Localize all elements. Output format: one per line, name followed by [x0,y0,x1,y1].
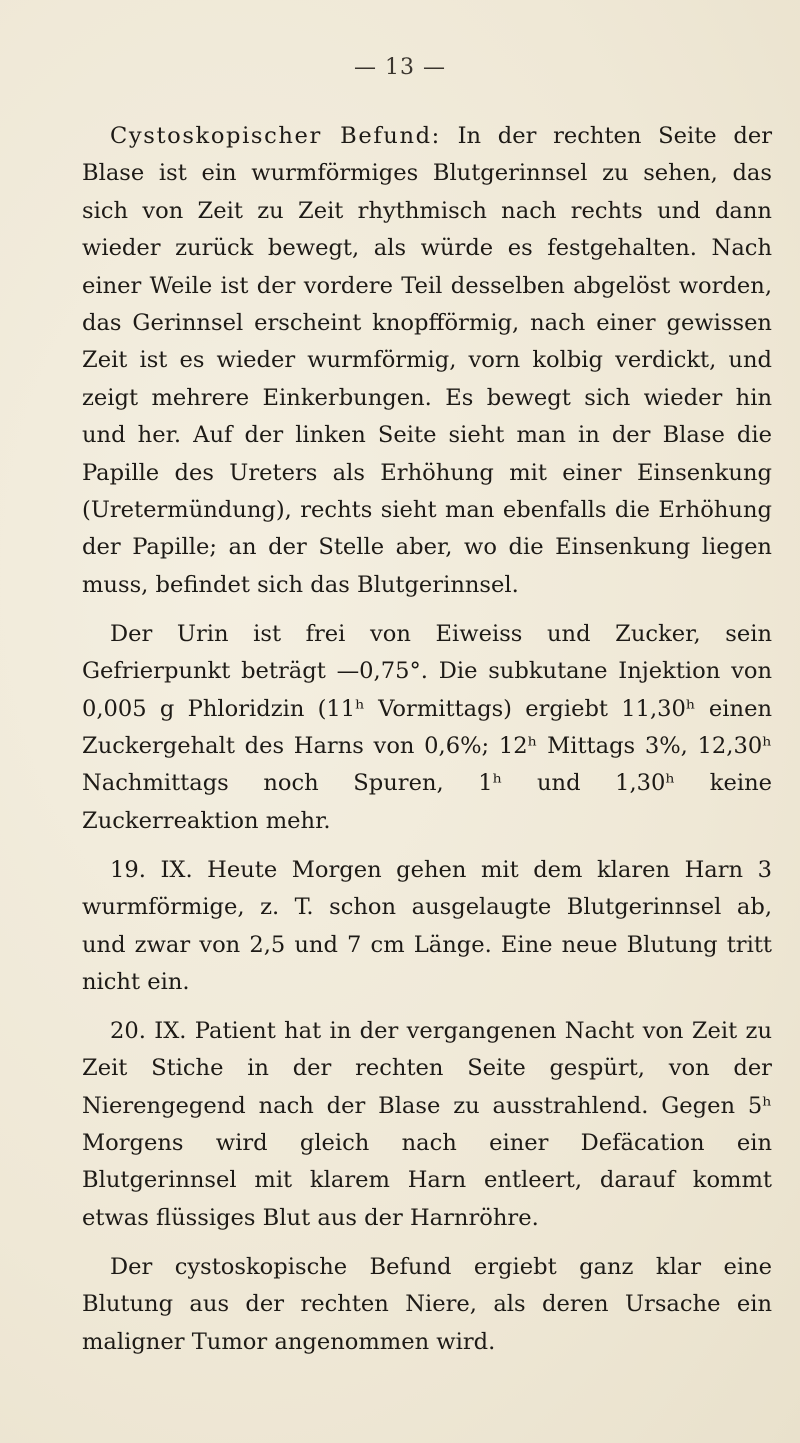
page-body [82,118,772,1361]
paragraph-conclusion [82,1249,772,1361]
paragraph-text: 19. IX. Heute Morgen gehen mit dem klaren Harn 3 wurmförmige, z. T. schon ausgelaugte Blutgerinnsel ab, und zwar von 2,5 und 7 cm Länge. Eine neue Blutung tritt nicht ein. [82,856,772,995]
paragraph-befund [82,118,772,604]
paragraph-text: In der rechten Seite der Blase ist ein wurmförmiges Blutgerinnsel zu sehen, das sich von Zeit zu Zeit rhythmisch nach rechts und dann wieder zurück bewegt, als würde es festgehalten. Nach einer Weile ist der vordere Teil desselben abgelöst worden, das Gerinnsel erscheint knopfförmig, nach einer gewissen Zeit ist es wieder wurmförmig, vorn kolbig verdickt, und zeigt mehrere Einkerbungen. Es bewegt sich wieder hin und her. Auf der linken Seite sieht man in der Blase die Papille des Ureters als Erhöhung mit einer Einsenkung (Uretermündung), rechts sieht man ebenfalls die Erhöhung der Papille; an der Stelle aber, wo die Einsenkung liegen muss, befindet sich das Blutgerinnsel. [82,123,773,598]
paragraph-text: 20. IX. Patient hat in der vergangenen Nacht von Zeit zu Zeit Stiche in der rechten Seite gespürt, von der Nierengegend nach der Blase zu ausstrahlend. Gegen 5ʰ Morgens wird gleich nach einer Defäcation ein Blutgerinnsel mit klarem Harn entleert, darauf kommt etwas flüssiges Blut aus der Harnröhre. [82,1017,772,1231]
paragraph-20-ix [82,1013,772,1237]
paragraph-lead: Cystoskopischer Befund: [110,123,441,149]
paragraph-text: Der Urin ist frei von Eiweiss und Zucker, sein Gefrierpunkt beträgt —0,75°. Die subkutane Injektion von 0,005 g Phloridzin (11ʰ Vormittags) ergiebt 11,30ʰ einen Zuckergehalt des Harns von 0,6%; 12ʰ Mittags 3%, 12,30ʰ Nachmittags noch Spuren, 1ʰ und 1,30ʰ keine Zuckerreaktion mehr. [82,620,772,834]
paragraph-19-ix [82,852,772,1002]
paragraph-urin [82,616,772,840]
page-number: — 13 — [354,55,446,80]
paragraph-text: Der cystoskopische Befund ergiebt ganz klar eine Blutung aus der rechten Niere, als deren Ursache ein maligner Tumor angenommen wird. [82,1253,772,1355]
